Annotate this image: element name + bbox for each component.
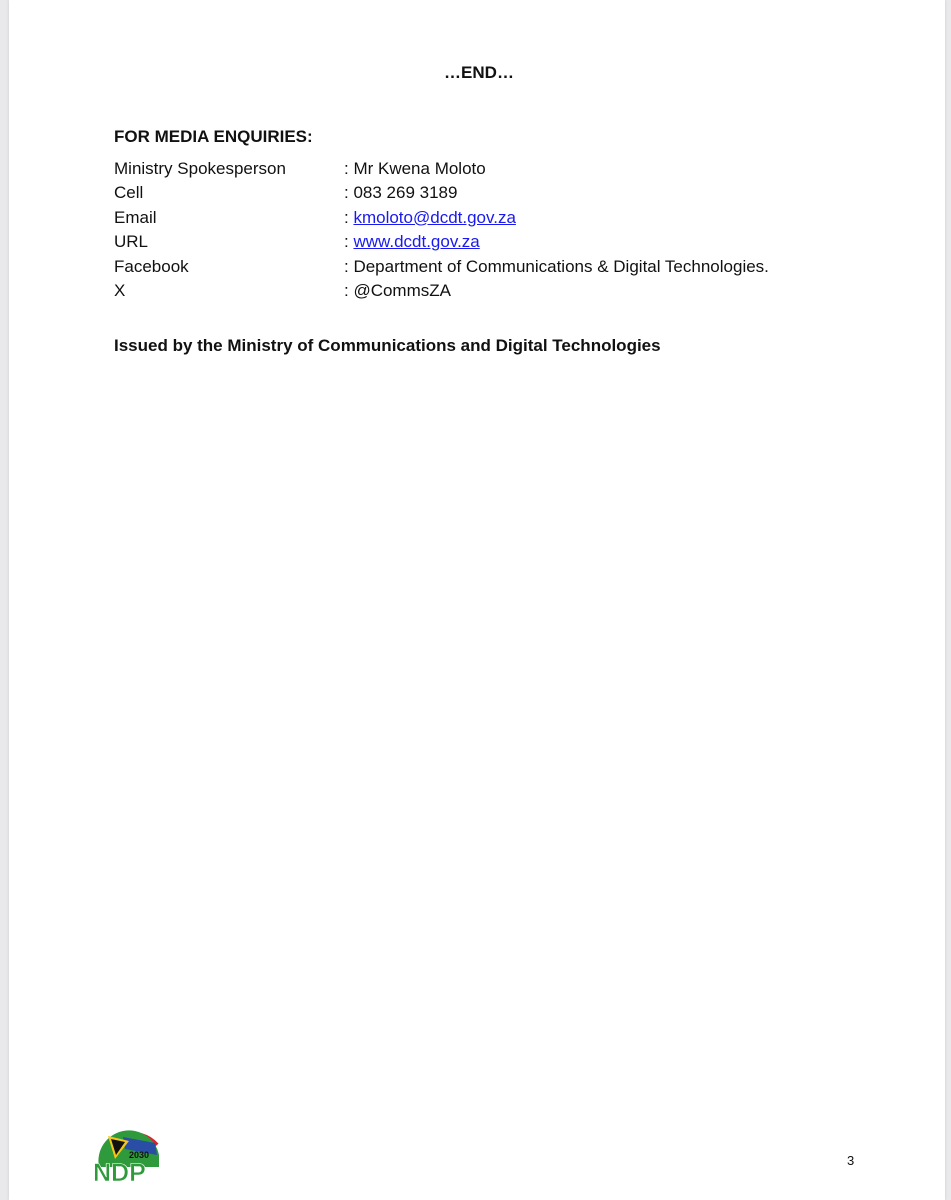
document-page — [9, 0, 945, 1200]
email-link[interactable]: kmoloto@dcdt.gov.za — [353, 207, 516, 227]
contact-label: X — [114, 280, 126, 300]
ndp-2030-logo-icon — [89, 1115, 169, 1185]
end-marker: …END… — [444, 63, 514, 82]
contact-label: Facebook — [114, 256, 189, 276]
contact-label: Cell — [114, 183, 144, 203]
contact-value: : 083 269 3189 — [344, 183, 458, 203]
contact-prefix: : — [344, 232, 354, 252]
media-enquiries-heading: FOR MEDIA ENQUIRIES: — [114, 127, 313, 146]
contact-value — [344, 206, 516, 230]
page-number: 3 — [847, 1153, 855, 1168]
contact-value — [344, 230, 480, 254]
contact-value: : @CommsZA — [344, 280, 451, 300]
contact-label: Email — [114, 207, 157, 227]
contact-prefix: : — [344, 207, 354, 227]
contact-label: Ministry Spokesperson — [114, 159, 286, 178]
website-link[interactable]: www.dcdt.gov.za — [353, 232, 480, 252]
contact-value: : Department of Communications & Digital Technologies. — [344, 256, 769, 276]
issued-by-statement: Issued by the Ministry of Communications and Digital Technologies — [114, 336, 661, 355]
contact-label: URL — [114, 232, 149, 252]
contact-value: : Mr Kwena Moloto — [344, 159, 486, 178]
logo-year-text: 2030 — [129, 1150, 150, 1160]
logo-letters-text: NDP — [93, 1159, 146, 1185]
